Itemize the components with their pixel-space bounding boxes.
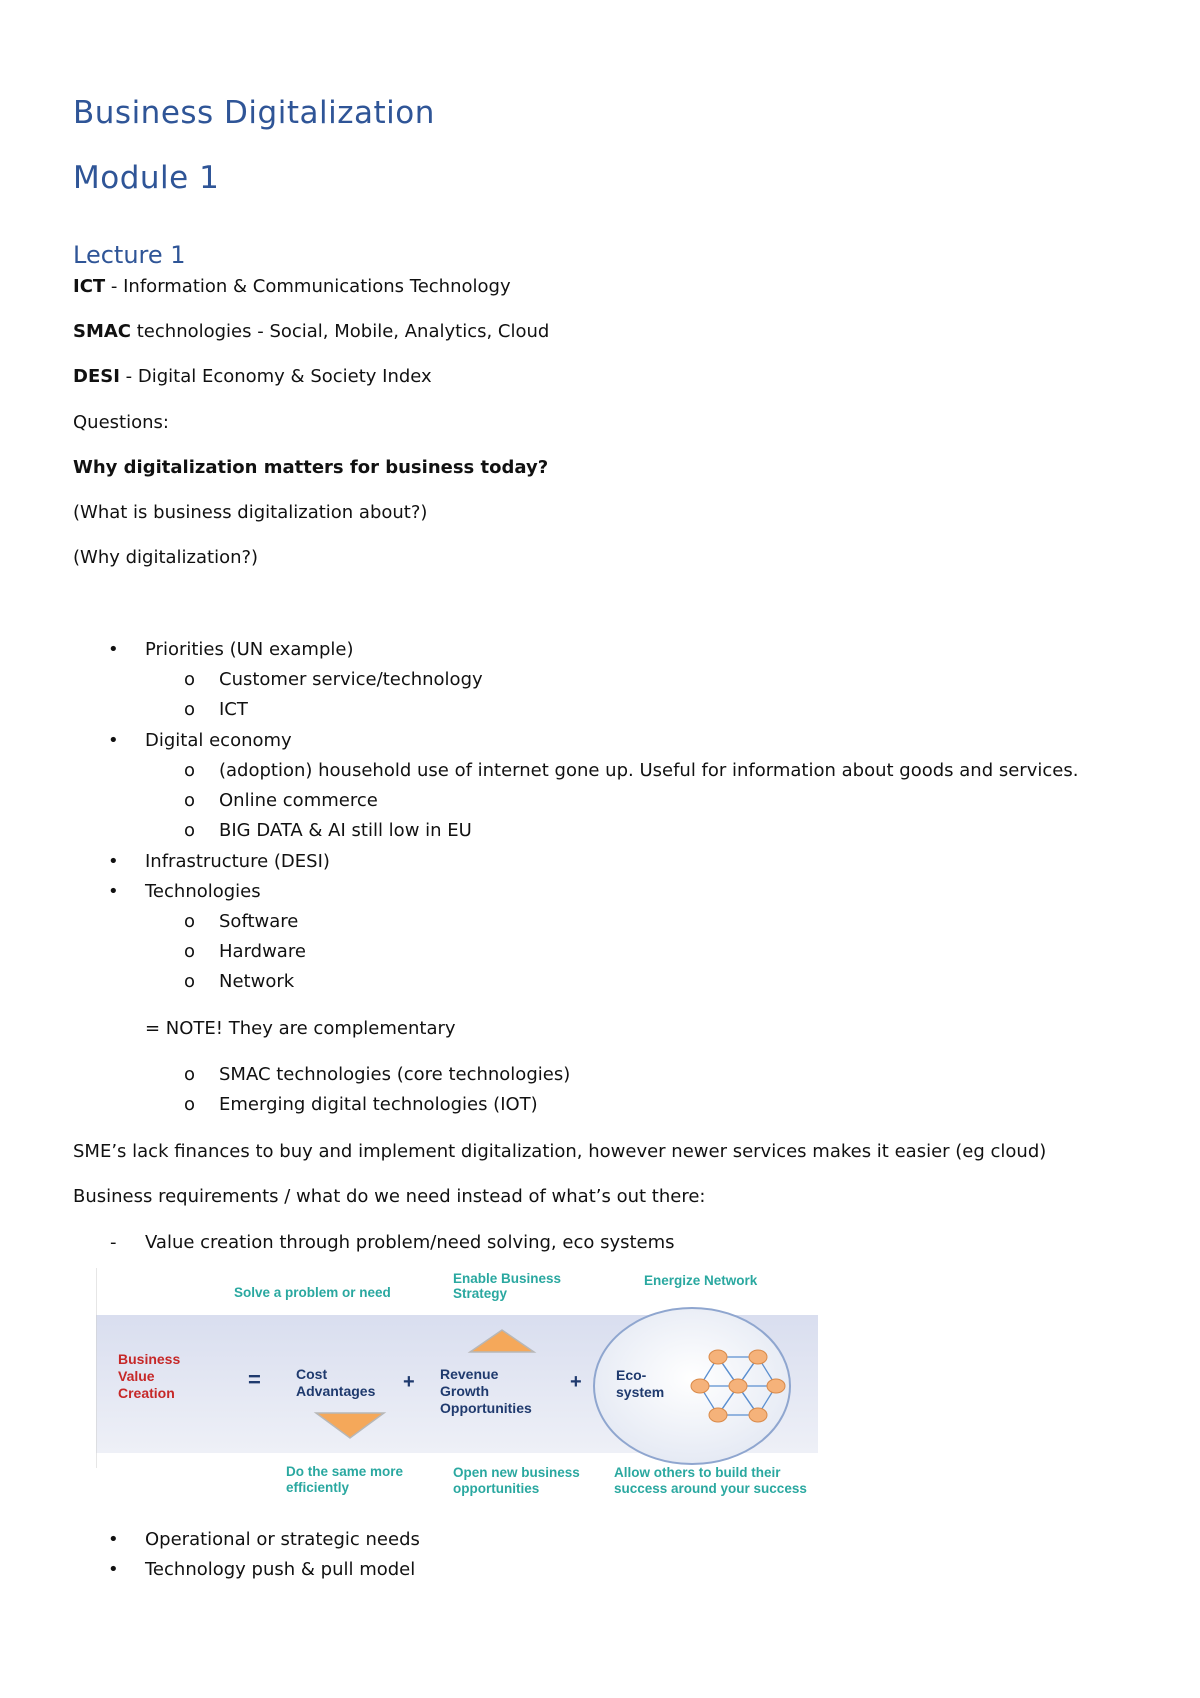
list-item: Digital economy	[145, 730, 292, 751]
cost-label-2: Advantages	[296, 1383, 376, 1399]
sub-bullet: o	[184, 699, 196, 720]
sub-bullet: o	[184, 1064, 196, 1085]
dash-item: Value creation through problem/need solving, eco systems	[145, 1232, 675, 1253]
bullet: •	[108, 730, 119, 751]
question-sub1: (What is business digitalization about?)	[73, 502, 428, 523]
plus-sign-2: +	[570, 1371, 582, 1393]
list-item: Infrastructure (DESI)	[145, 851, 330, 872]
bullet: •	[108, 881, 119, 902]
question-sub2: (Why digitalization?)	[73, 547, 259, 568]
bullet: •	[108, 1529, 119, 1550]
sub-bullet: o	[184, 911, 196, 932]
eco-label-1: Eco-	[616, 1367, 647, 1383]
diagram-bottom-label-2b: opportunities	[453, 1481, 540, 1496]
sub-bullet: o	[184, 790, 196, 811]
bv-label-2: Value	[118, 1368, 155, 1384]
business-value-diagram	[96, 1268, 818, 1504]
list-item: ICT	[219, 699, 248, 720]
sub-bullet: o	[184, 669, 196, 690]
diagram-bottom-label-3a: Allow others to build their	[614, 1465, 781, 1480]
sub-bullet: o	[184, 941, 196, 962]
definition-smac: SMAC technologies - Social, Mobile, Analytics, Cloud	[73, 321, 550, 342]
diagram-bottom-label-1b: efficiently	[286, 1480, 350, 1495]
list-item: Customer service/technology	[219, 669, 483, 690]
sub-bullet: o	[184, 1094, 196, 1115]
definition-ict: ICT - Information & Communications Technology	[73, 276, 511, 297]
equals-sign: =	[248, 1367, 261, 1392]
list-item: Online commerce	[219, 790, 378, 811]
question-main: Why digitalization matters for business today?	[73, 457, 549, 478]
sub-bullet: o	[184, 760, 196, 781]
list-item: Hardware	[219, 941, 306, 962]
diagram-bottom-label-2a: Open new business	[453, 1465, 580, 1480]
list-item: Network	[219, 971, 295, 992]
list-item: SMAC technologies (core technologies)	[219, 1064, 571, 1085]
diagram-top-label-2b: Strategy	[453, 1286, 508, 1301]
note-text: = NOTE! They are complementary	[145, 1018, 456, 1039]
eco-label-2: system	[616, 1384, 665, 1400]
revenue-label-3: Opportunities	[440, 1400, 532, 1416]
lecture-heading: Lecture 1	[73, 241, 186, 269]
list-item: Emerging digital technologies (IOT)	[219, 1094, 538, 1115]
revenue-label-1: Revenue	[440, 1366, 499, 1382]
document-title: Business Digitalization	[73, 95, 435, 131]
questions-label: Questions:	[73, 412, 169, 433]
diagram-top-label-3: Energize Network	[644, 1273, 758, 1288]
list-item: BIG DATA & AI still low in EU	[219, 820, 472, 841]
module-heading: Module 1	[73, 160, 220, 196]
list-item: Software	[219, 911, 299, 932]
bullet: •	[108, 639, 119, 660]
list-item: Technologies	[145, 881, 261, 902]
diagram-top-label-2a: Enable Business	[453, 1271, 562, 1286]
bullet: •	[108, 1559, 119, 1580]
diagram-top-label-1: Solve a problem or need	[234, 1285, 391, 1300]
list-item: Technology push & pull model	[145, 1559, 416, 1580]
list-item: Operational or strategic needs	[145, 1529, 420, 1550]
bullet: •	[108, 851, 119, 872]
revenue-label-2: Growth	[440, 1383, 489, 1399]
sub-bullet: o	[184, 971, 196, 992]
bv-label-1: Business	[118, 1351, 181, 1367]
requirements-paragraph: Business requirements / what do we need instead of what’s out there:	[73, 1186, 706, 1207]
dash-bullet: -	[110, 1232, 117, 1253]
sub-bullet: o	[184, 820, 196, 841]
cost-label-1: Cost	[296, 1366, 328, 1382]
list-item: (adoption) household use of internet gone up. Useful for information about goods and services.	[219, 760, 1079, 781]
list-item: Priorities (UN example)	[145, 639, 354, 660]
definition-desi: DESI - Digital Economy & Society Index	[73, 366, 432, 387]
diagram-bottom-label-3b: success around your success	[614, 1481, 807, 1496]
bv-label-3: Creation	[118, 1385, 175, 1401]
plus-sign-1: +	[403, 1371, 415, 1393]
diagram-bottom-label-1a: Do the same more	[286, 1464, 404, 1479]
sme-paragraph: SME’s lack finances to buy and implement digitalization, however newer services makes it easier (eg cloud)	[73, 1141, 1047, 1162]
